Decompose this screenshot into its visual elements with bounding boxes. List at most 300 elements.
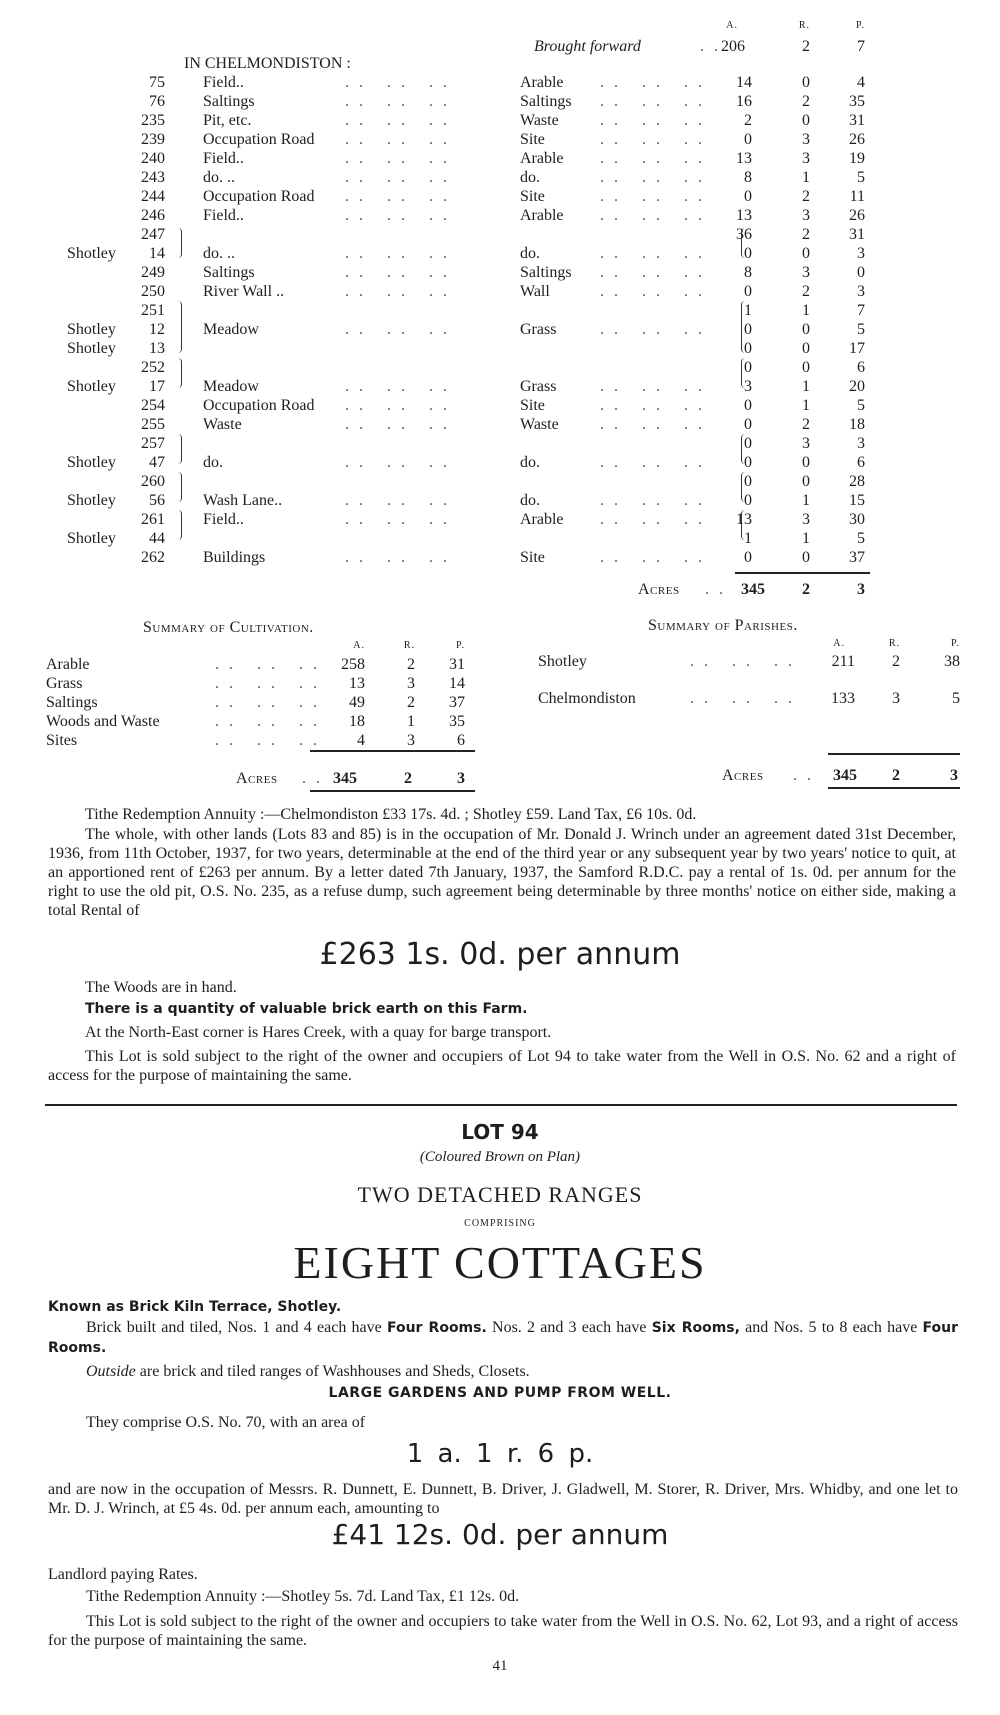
row-acres: 8 <box>744 169 752 186</box>
lot94-water-right: This Lot is sold subject to the right of the owner and occupiers to take water from the Well in O.S. No. 62, Lot 93, and a right of access for the purpose of maintaining the same. <box>48 1613 958 1649</box>
leader-dots: .. .. .. <box>600 492 712 509</box>
lot94-comprise: They comprise O.S. No. 70, with an area of <box>86 1414 366 1431</box>
row-perches: 18 <box>849 416 865 433</box>
cultivation-total-acres: 345 <box>333 770 357 787</box>
cultivation-perches: 31 <box>449 656 465 673</box>
lot93-water-right: This Lot is sold subject to the right of the owner and occupiers of Lot 94 to take water from the Well in O.S. No. 62 and a right of access for the purpose of maintaining the same. <box>48 1048 956 1084</box>
lot94-subtitle: (Coloured Brown on Plan) <box>419 1149 581 1165</box>
row-roods: 0 <box>802 549 810 566</box>
row-os-number: 251 <box>141 302 165 319</box>
cultivation-roods: 3 <box>407 732 415 749</box>
row-perches: 0 <box>857 264 865 281</box>
row-perches: 26 <box>849 207 865 224</box>
row-acres: 13 <box>736 511 752 528</box>
row-use: Site <box>520 131 545 148</box>
leader-dots: .. .. .. <box>215 713 327 730</box>
leader-dots: .. .. .. <box>345 169 457 186</box>
row-os-number: 12 <box>149 321 165 338</box>
bracket-247-values <box>741 228 745 258</box>
leader-dots: .. <box>705 581 733 598</box>
row-perches: 6 <box>857 454 865 471</box>
row-os-number: 239 <box>141 131 165 148</box>
row-parish: Shotley <box>67 492 116 509</box>
brought-forward-roods: 2 <box>802 38 810 55</box>
outside-text: are brick and tiled ranges of Washhouses and Sheds, Closets. <box>135 1363 530 1380</box>
cultivation-acres: 49 <box>349 694 365 711</box>
row-roods: 0 <box>802 359 810 376</box>
leader-dots: .. .. .. <box>345 416 457 433</box>
leader-dots: .. .. .. <box>600 321 712 338</box>
parishes-total-rule <box>828 753 960 755</box>
row-os-number: 75 <box>149 74 165 91</box>
bracket-247 <box>178 228 182 258</box>
cultivation-perches: 14 <box>449 675 465 692</box>
leader-dots: .. .. .. <box>345 112 457 129</box>
row-parish: Shotley <box>67 530 116 547</box>
row-perches: 28 <box>849 473 865 490</box>
cultivation-label: Grass <box>46 675 83 692</box>
row-acres: 1 <box>744 530 752 547</box>
parishes-header-acres: A. <box>833 638 845 649</box>
row-os-number: 243 <box>141 169 165 186</box>
row-roods: 0 <box>802 454 810 471</box>
leader-dots: .. .. .. <box>600 131 712 148</box>
parishes-total-roods: 2 <box>892 767 900 784</box>
bracket-252 <box>178 358 182 388</box>
row-parish: Shotley <box>67 340 116 357</box>
row-perches: 19 <box>849 150 865 167</box>
row-roods: 1 <box>802 378 810 395</box>
leader-dots: .. .. .. <box>690 690 802 707</box>
row-acres: 0 <box>744 359 752 376</box>
cultivation-perches: 6 <box>457 732 465 749</box>
leader-dots: .. <box>793 767 821 784</box>
row-os-number: 13 <box>149 340 165 357</box>
row-roods: 2 <box>802 416 810 433</box>
bracket-251-values <box>741 301 745 353</box>
row-use: Site <box>520 549 545 566</box>
lot93-brick-earth: There is a quantity of valuable brick earth on this Farm. <box>85 1001 528 1017</box>
row-acres: 0 <box>744 473 752 490</box>
total-label: Acres <box>638 581 680 598</box>
leader-dots: .. .. .. <box>600 93 712 110</box>
parishes-total-perches: 3 <box>950 767 958 784</box>
row-description: Field.. <box>203 74 244 91</box>
parishes-total-acres: 345 <box>833 767 857 784</box>
leader-dots: .. .. .. <box>600 378 712 395</box>
leader-dots: .. <box>700 38 728 55</box>
desc-part: Brick built and tiled, Nos. 1 and 4 each have <box>86 1319 387 1336</box>
brought-forward-perches: 7 <box>857 38 865 55</box>
leader-dots: .. .. .. <box>345 378 457 395</box>
row-description: Field.. <box>203 511 244 528</box>
leader-dots: .. .. .. <box>345 264 457 281</box>
desc-rooms-four: Four Rooms. <box>386 1320 487 1336</box>
leader-dots: .. .. .. <box>345 492 457 509</box>
parish-label: Shotley <box>538 653 587 670</box>
brought-forward-acres: 206 <box>721 38 745 55</box>
lot94-area: 1 a. 1 r. 6 p. <box>406 1439 594 1469</box>
leader-dots: .. .. .. <box>215 732 327 749</box>
cultivation-acres: 18 <box>349 713 365 730</box>
leader-dots: .. .. .. <box>600 112 712 129</box>
leader-dots: .. .. .. <box>600 245 712 262</box>
row-os-number: 249 <box>141 264 165 281</box>
bracket-252-values <box>741 358 745 388</box>
row-use: do. <box>520 454 540 471</box>
cultivation-acres: 13 <box>349 675 365 692</box>
lot94-rental: £41 12s. 0d. per annum <box>331 1518 669 1551</box>
row-acres: 0 <box>744 416 752 433</box>
row-use: Grass <box>520 378 557 395</box>
row-description: Occupation Road <box>203 397 315 414</box>
leader-dots: .. .. .. <box>600 264 712 281</box>
cultivation-roods: 1 <box>407 713 415 730</box>
row-description: Field.. <box>203 150 244 167</box>
row-os-number: 261 <box>141 511 165 528</box>
parishes-total-label: Acres <box>722 767 764 784</box>
row-perches: 31 <box>849 112 865 129</box>
leader-dots: .. .. .. <box>215 694 327 711</box>
row-perches: 7 <box>857 302 865 319</box>
bracket-251 <box>178 301 182 353</box>
leader-dots: .. .. .. <box>600 74 712 91</box>
parish-perches: 5 <box>952 690 960 707</box>
row-os-number: 47 <box>149 454 165 471</box>
desc-rooms-six: Six Rooms, <box>651 1320 740 1336</box>
leader-dots: .. .. .. <box>345 131 457 148</box>
row-description: Saltings <box>203 264 255 281</box>
row-acres: 2 <box>744 112 752 129</box>
row-roods: 3 <box>802 264 810 281</box>
row-os-number: 255 <box>141 416 165 433</box>
parish-acres: 133 <box>831 690 855 707</box>
row-roods: 2 <box>802 283 810 300</box>
row-use: Arable <box>520 207 564 224</box>
row-roods: 3 <box>802 131 810 148</box>
row-perches: 5 <box>857 169 865 186</box>
row-use: Arable <box>520 511 564 528</box>
row-perches: 20 <box>849 378 865 395</box>
cultivation-total-label: Acres <box>236 770 278 787</box>
row-description: Meadow <box>203 378 259 395</box>
cultivation-roods: 2 <box>407 694 415 711</box>
bracket-260-values <box>741 472 745 502</box>
leader-dots: .. .. .. <box>345 321 457 338</box>
page-number: 41 <box>492 1658 508 1674</box>
row-os-number: 44 <box>149 530 165 547</box>
row-os-number: 235 <box>141 112 165 129</box>
row-roods: 1 <box>802 530 810 547</box>
lot94-known-as: Known as Brick Kiln Terrace, Shotley. <box>48 1299 342 1315</box>
lot93-rental <box>0 938 1000 972</box>
row-roods: 1 <box>802 302 810 319</box>
leader-dots: .. .. .. <box>600 283 712 300</box>
row-roods: 3 <box>802 435 810 452</box>
row-description: River Wall .. <box>203 283 285 300</box>
lot94-description <box>48 1318 958 1358</box>
leader-dots: .. .. .. <box>345 150 457 167</box>
leader-dots: .. .. .. <box>345 454 457 471</box>
row-perches: 37 <box>849 549 865 566</box>
parish-acres: 211 <box>831 653 855 670</box>
leader-dots: .. <box>302 770 330 787</box>
row-acres: 13 <box>736 207 752 224</box>
row-perches: 5 <box>857 397 865 414</box>
bracket-261-values <box>741 510 745 540</box>
row-perches: 11 <box>849 188 865 205</box>
leader-dots: .. .. .. <box>600 169 712 186</box>
leader-dots: .. .. .. <box>600 454 712 471</box>
row-os-number: 262 <box>141 549 165 566</box>
row-acres: 0 <box>744 435 752 452</box>
row-parish: Shotley <box>67 321 116 338</box>
row-use: Waste <box>520 416 559 433</box>
leader-dots: .. .. .. <box>600 511 712 528</box>
row-perches: 35 <box>849 93 865 110</box>
row-perches: 5 <box>857 321 865 338</box>
row-acres: 0 <box>744 245 752 262</box>
lot94-ranges: TWO DETACHED RANGES <box>357 1182 643 1207</box>
row-acres: 0 <box>744 188 752 205</box>
row-perches: 17 <box>849 340 865 357</box>
brought-forward-label: Brought forward <box>534 38 641 55</box>
section-divider <box>45 1104 957 1106</box>
cultivation-title: Summary of Cultivation. <box>143 619 314 636</box>
row-roods: 1 <box>802 492 810 509</box>
lot94-comprising: COMPRISING <box>464 1218 536 1229</box>
lot94-title: LOT 94 <box>461 1120 539 1144</box>
row-description: do. <box>203 454 223 471</box>
row-acres: 0 <box>744 131 752 148</box>
desc-rooms-four-b: Four Rooms. <box>48 1320 959 1356</box>
row-acres: 3 <box>744 378 752 395</box>
outside-label: Outside <box>86 1363 136 1380</box>
row-parish: Shotley <box>67 245 116 262</box>
row-description: Occupation Road <box>203 188 315 205</box>
row-use: Saltings <box>520 93 572 110</box>
leader-dots: .. .. .. <box>345 283 457 300</box>
row-os-number: 76 <box>149 93 165 110</box>
leader-dots: .. .. .. <box>600 549 712 566</box>
row-use: Site <box>520 188 545 205</box>
row-use: do. <box>520 245 540 262</box>
row-perches: 26 <box>849 131 865 148</box>
cultivation-roods: 2 <box>407 656 415 673</box>
row-roods: 3 <box>802 207 810 224</box>
col-header-perches: P. <box>856 20 865 31</box>
parish-roods: 3 <box>892 690 900 707</box>
row-parish: Shotley <box>67 454 116 471</box>
lot93-rental-text: £263 1s. 0d. per annum <box>319 937 681 972</box>
row-description: Saltings <box>203 93 255 110</box>
row-roods: 3 <box>802 150 810 167</box>
row-acres: 36 <box>736 226 752 243</box>
total-rule <box>735 572 870 574</box>
row-roods: 0 <box>802 74 810 91</box>
leader-dots: .. .. .. <box>600 416 712 433</box>
leader-dots: .. .. .. <box>690 653 802 670</box>
lot93-occupation: The whole, with other lands (Lots 83 and 85) is in the occupation of Mr. Donald J. Wrinch under an agreement dated 31st December, 1936, from 11th October, 1937, for two years, determinable at the end of the third year or any subsequent year by two years' notice to quit, at an apportioned rent of £263 per annum. By a letter dated 7th January, 1937, the Samford R.D.C. pay a rental of 1s. 0d. per annum for the right to use the old pit, O.S. No. 235, as a refuse dump, such agreement being determinable by three months' notice on either side, making a total Rental of <box>48 826 956 919</box>
row-roods: 2 <box>802 188 810 205</box>
row-acres: 14 <box>736 74 752 91</box>
row-acres: 8 <box>744 264 752 281</box>
leader-dots: .. .. .. <box>345 549 457 566</box>
row-description: Buildings <box>203 549 266 566</box>
row-perches: 3 <box>857 245 865 262</box>
row-description: Meadow <box>203 321 259 338</box>
row-os-number: 244 <box>141 188 165 205</box>
row-use: Wall <box>520 283 550 300</box>
total-perches: 3 <box>857 581 865 598</box>
leader-dots: .. .. .. <box>600 207 712 224</box>
row-use: Grass <box>520 321 557 338</box>
row-acres: 16 <box>736 93 752 110</box>
row-use: Arable <box>520 74 564 91</box>
cultivation-perches: 35 <box>449 713 465 730</box>
row-use: Site <box>520 397 545 414</box>
row-roods: 2 <box>802 93 810 110</box>
col-header-roods: R. <box>798 20 810 31</box>
row-use: Arable <box>520 150 564 167</box>
row-parish: Shotley <box>67 378 116 395</box>
row-os-number: 260 <box>141 473 165 490</box>
leader-dots: .. .. .. <box>600 150 712 167</box>
row-os-number: 254 <box>141 397 165 414</box>
row-use: do. <box>520 169 540 186</box>
parishes-header-perches: P. <box>951 638 960 649</box>
total-roods: 2 <box>802 581 810 598</box>
leader-dots: .. .. .. <box>345 93 457 110</box>
lot94-occupation: and are now in the occupation of Messrs. R. Dunnett, E. Dunnett, B. Driver, J. Gladwell, M. Storer, R. Driver, Mrs. Whidby, and one let to Mr. D. J. Wrinch, at £5 4s. 0d. per annum each, amounting to <box>48 1481 958 1517</box>
row-perches: 6 <box>857 359 865 376</box>
row-use: Saltings <box>520 264 572 281</box>
row-perches: 4 <box>857 74 865 91</box>
cultivation-label: Woods and Waste <box>46 713 160 730</box>
row-os-number: 17 <box>149 378 165 395</box>
col-header-acres: A. <box>726 20 738 31</box>
row-use: Waste <box>520 112 559 129</box>
row-roods: 0 <box>802 473 810 490</box>
cultivation-perches: 37 <box>449 694 465 711</box>
row-acres: 0 <box>744 397 752 414</box>
row-roods: 1 <box>802 397 810 414</box>
row-roods: 0 <box>802 112 810 129</box>
row-acres: 0 <box>744 454 752 471</box>
parish-label: Chelmondiston <box>538 690 636 707</box>
row-use: do. <box>520 492 540 509</box>
leader-dots: .. .. .. <box>345 245 457 262</box>
row-os-number: 240 <box>141 150 165 167</box>
row-acres: 0 <box>744 283 752 300</box>
cultivation-header-roods: R. <box>403 640 415 651</box>
row-os-number: 252 <box>141 359 165 376</box>
cultivation-acres: 4 <box>357 732 365 749</box>
bracket-257-values <box>741 434 745 464</box>
lot94-heading: EIGHT COTTAGES <box>293 1237 707 1288</box>
cultivation-label: Saltings <box>46 694 98 711</box>
row-roods: 0 <box>802 245 810 262</box>
leader-dots: .. .. .. <box>345 188 457 205</box>
total-acres: 345 <box>741 581 765 598</box>
row-acres: 1 <box>744 302 752 319</box>
row-description: Occupation Road <box>203 131 315 148</box>
bracket-257 <box>178 434 182 464</box>
row-os-number: 257 <box>141 435 165 452</box>
row-description: Pit, etc. <box>203 112 252 129</box>
lot94-rates: Landlord paying Rates. <box>48 1566 198 1583</box>
row-acres: 0 <box>744 340 752 357</box>
desc-part: and Nos. 5 to 8 each have <box>739 1319 923 1336</box>
row-description: do. .. <box>203 245 235 262</box>
row-roods: 0 <box>802 321 810 338</box>
row-os-number: 250 <box>141 283 165 300</box>
row-acres: 0 <box>744 321 752 338</box>
cultivation-header-perches: P. <box>456 640 465 651</box>
bracket-260 <box>178 472 182 502</box>
leader-dots: .. .. .. <box>215 656 327 673</box>
parish-perches: 38 <box>944 653 960 670</box>
row-acres: 13 <box>736 150 752 167</box>
leader-dots: .. .. .. <box>345 74 457 91</box>
parishes-header-roods: R. <box>888 638 900 649</box>
row-perches: 30 <box>849 511 865 528</box>
row-roods: 3 <box>802 511 810 528</box>
cultivation-roods: 3 <box>407 675 415 692</box>
row-description: Field.. <box>203 207 244 224</box>
bracket-261 <box>178 510 182 540</box>
leader-dots: .. .. .. <box>345 397 457 414</box>
leader-dots: .. .. .. <box>215 675 327 692</box>
lot93-creek: At the North-East corner is Hares Creek, with a quay for barge transport. <box>85 1024 552 1041</box>
lot94-outside <box>86 1362 530 1381</box>
desc-part: Nos. 2 and 3 each have <box>486 1319 652 1336</box>
cultivation-total-underline <box>310 790 475 792</box>
row-perches: 3 <box>857 435 865 452</box>
row-roods: 0 <box>802 340 810 357</box>
row-roods: 1 <box>802 169 810 186</box>
cultivation-header-acres: A. <box>353 640 365 651</box>
cultivation-label: Sites <box>46 732 78 749</box>
cultivation-total-perches: 3 <box>457 770 465 787</box>
lot93-tithe: Tithe Redemption Annuity :—Chelmondiston £33 17s. 4d. ; Shotley £59. Land Tax, £6 10s. 0d. <box>85 806 697 823</box>
row-os-number: 246 <box>141 207 165 224</box>
row-acres: 0 <box>744 492 752 509</box>
leader-dots: .. .. .. <box>345 207 457 224</box>
row-description: Wash Lane.. <box>203 492 283 509</box>
row-perches: 3 <box>857 283 865 300</box>
row-roods: 2 <box>802 226 810 243</box>
leader-dots: .. .. .. <box>600 188 712 205</box>
row-description: Waste <box>203 416 242 433</box>
lot93-woods: The Woods are in hand. <box>85 979 237 996</box>
cultivation-total-rule <box>310 750 475 752</box>
cultivation-label: Arable <box>46 656 90 673</box>
parishes-total-underline <box>828 787 960 789</box>
parish-roods: 2 <box>892 653 900 670</box>
row-perches: 5 <box>857 530 865 547</box>
leader-dots: .. .. .. <box>345 511 457 528</box>
leader-dots: .. .. .. <box>600 397 712 414</box>
section-title: IN CHELMONDISTON : <box>184 55 351 72</box>
row-os-number: 56 <box>149 492 165 509</box>
cultivation-acres: 258 <box>341 656 365 673</box>
row-perches: 15 <box>849 492 865 509</box>
row-os-number: 14 <box>149 245 165 262</box>
lot94-gardens: LARGE GARDENS AND PUMP FROM WELL. <box>328 1385 672 1401</box>
row-os-number: 247 <box>141 226 165 243</box>
row-acres: 0 <box>744 549 752 566</box>
